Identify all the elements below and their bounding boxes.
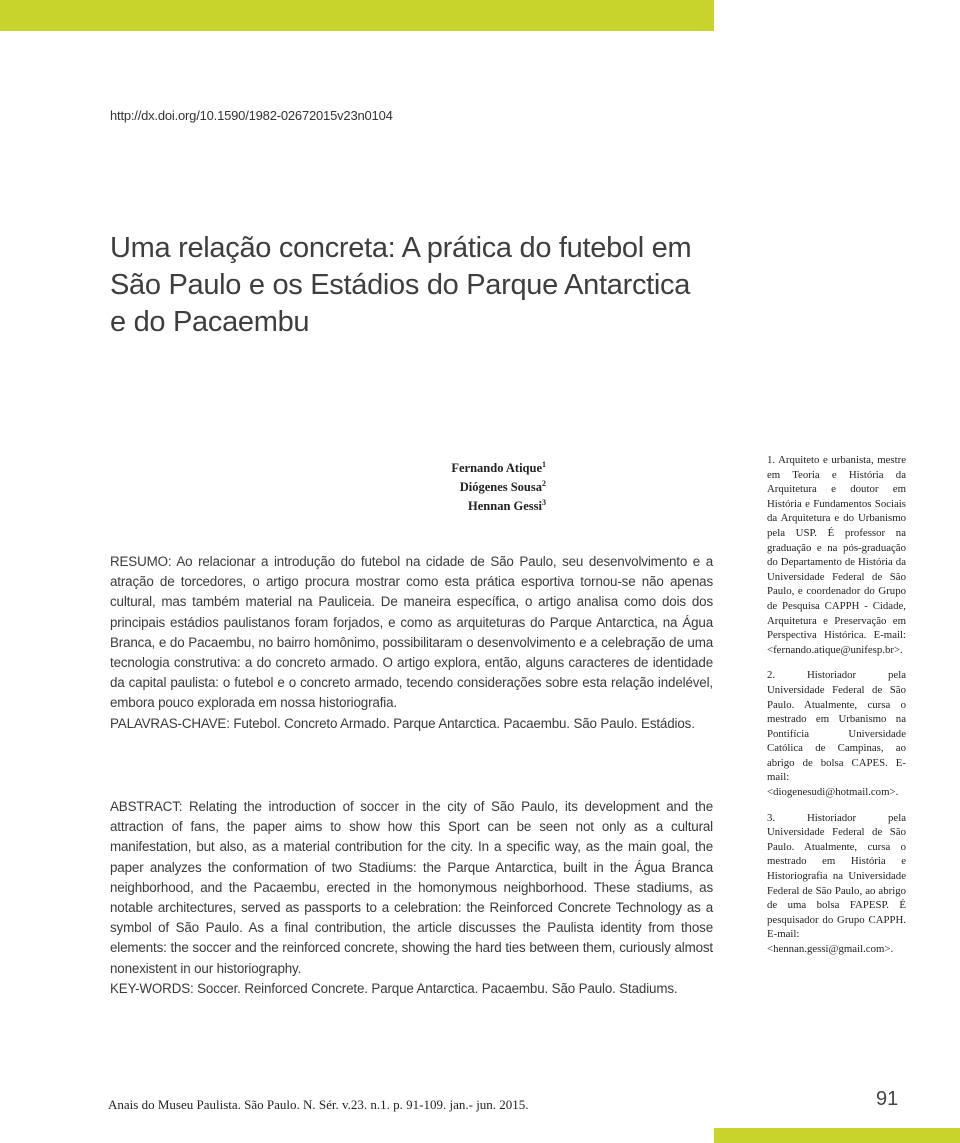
footnote: 3. Historiador pela Universidade Federal de São Paulo. Atualmente, cursa o mestrado em História e Historiografia na Universidade Federal de São Paulo, ao abrigo de uma bolsa FAPESP. É pesquisador do Grupo CAPPH. E-mail: <hennan.gessi@gmail.com>. <box>767 811 906 955</box>
footnotes <box>767 453 906 968</box>
abstract-text: ABSTRACT: Relating the introduction of soccer in the city of São Paulo, its development and the attraction of fans, the paper aims to show how this Sport can be seen not only as a cultural manifestation, but also, as a material contribution for the city. In a specific way, as the main goal, the paper analyzes the conformation of two Stadiums: the Parque Antarctica, built in the Água Branca neighborhood, and the Pacaembu, erected in the homonymous neighborhood. These stadiums, as notable architectures, served as passports to a celebration: the Reinforced Concrete Technology as a symbol of São Paulo. As a final contribution, the article discusses the Paulista identity from those elements: the soccer and the reinforced concrete, showing the hard ties between them, curiously almost nonexistent in our historiography. <box>110 799 713 976</box>
author: Hennan Gessi$^3$ <box>468 498 546 514</box>
palavras-chave: PALAVRAS-CHAVE: Futebol. Concreto Armado. Parque Antarctica. Pacaembu. São Paulo. Estádios. <box>110 715 695 731</box>
resumo-text: RESUMO: Ao relacionar a introdução do futebol na cidade de São Paulo, seu desenvolvimento e a atração de torcedores, o artigo procura mostrar como esta prática esportiva tornou-se não apenas cultural, mas também material na Pauliceia. De maneira específica, o artigo analisa como dois dos principais estádios paulistanos foram forjados, e como as arquiteturas do Parque Antarctica, na Água Branca, e do Pacaembu, no bairro homônimo, possibilitaram o desenvolvimento e a celebração de uma tecnologia construtiva: a do concreto armado. O artigo explora, então, alguns caracteres de identidade da capital paulista: o futebol e o concreto armado, tecendo considerações sobre esta relação indelével, embora pouco explorada em nossa historiografia. <box>110 554 713 711</box>
footnote: 2. Historiador pela Universidade Federal de São Paulo. Atualmente, cursa o mestrado em Urbanismo na Pontifícia Universidade Católica de Campinas, ao abrigo de bolsa CAPES. E-mail: <diogenesudi@hotmail.com>. <box>767 669 906 799</box>
author: Fernando Atique$^1$ <box>451 460 546 476</box>
footnote: 1. Arquiteto e urbanista, mestre em Teoria e História da Arquitetura e doutor em História e Fundamentos Sociais da Arquitetura e do Urbanismo pela USP. É professor na graduação e na pós-graduação do Departamento de História da Universidade Federal de São Paulo, e coordenador do Grupo de Pesquisa CAPPH - Cidade, Arquitetura e Preservação em Perspectiva Histórica. E-mail: <fernando.atique@unifesp.br>. <box>767 454 906 656</box>
page-number: 91 <box>876 1088 899 1110</box>
article-title: Uma relação concreta: A prática do futebol em São Paulo e os Estádios do Parque Antarctica e do Pacaembu <box>110 232 692 338</box>
journal-citation: Anais do Museu Paulista. São Paulo. N. Sér. v.23. n.1. p. 91-109. jan.- jun. 2015. <box>108 1097 529 1112</box>
abstract-section <box>110 797 713 999</box>
resumo-section <box>110 552 713 734</box>
accent-bar-top <box>0 0 714 31</box>
doi-link[interactable]: http://dx.doi.org/10.1590/1982-02672015v23n0104 <box>110 108 393 123</box>
accent-bar-bottom <box>714 1128 960 1143</box>
keywords: KEY-WORDS: Soccer. Reinforced Concrete. Parque Antarctica. Pacaembu. São Paulo. Stadiums. <box>110 980 678 996</box>
author-list <box>380 457 546 514</box>
author: Diógenes Sousa$^2$ <box>459 479 546 495</box>
